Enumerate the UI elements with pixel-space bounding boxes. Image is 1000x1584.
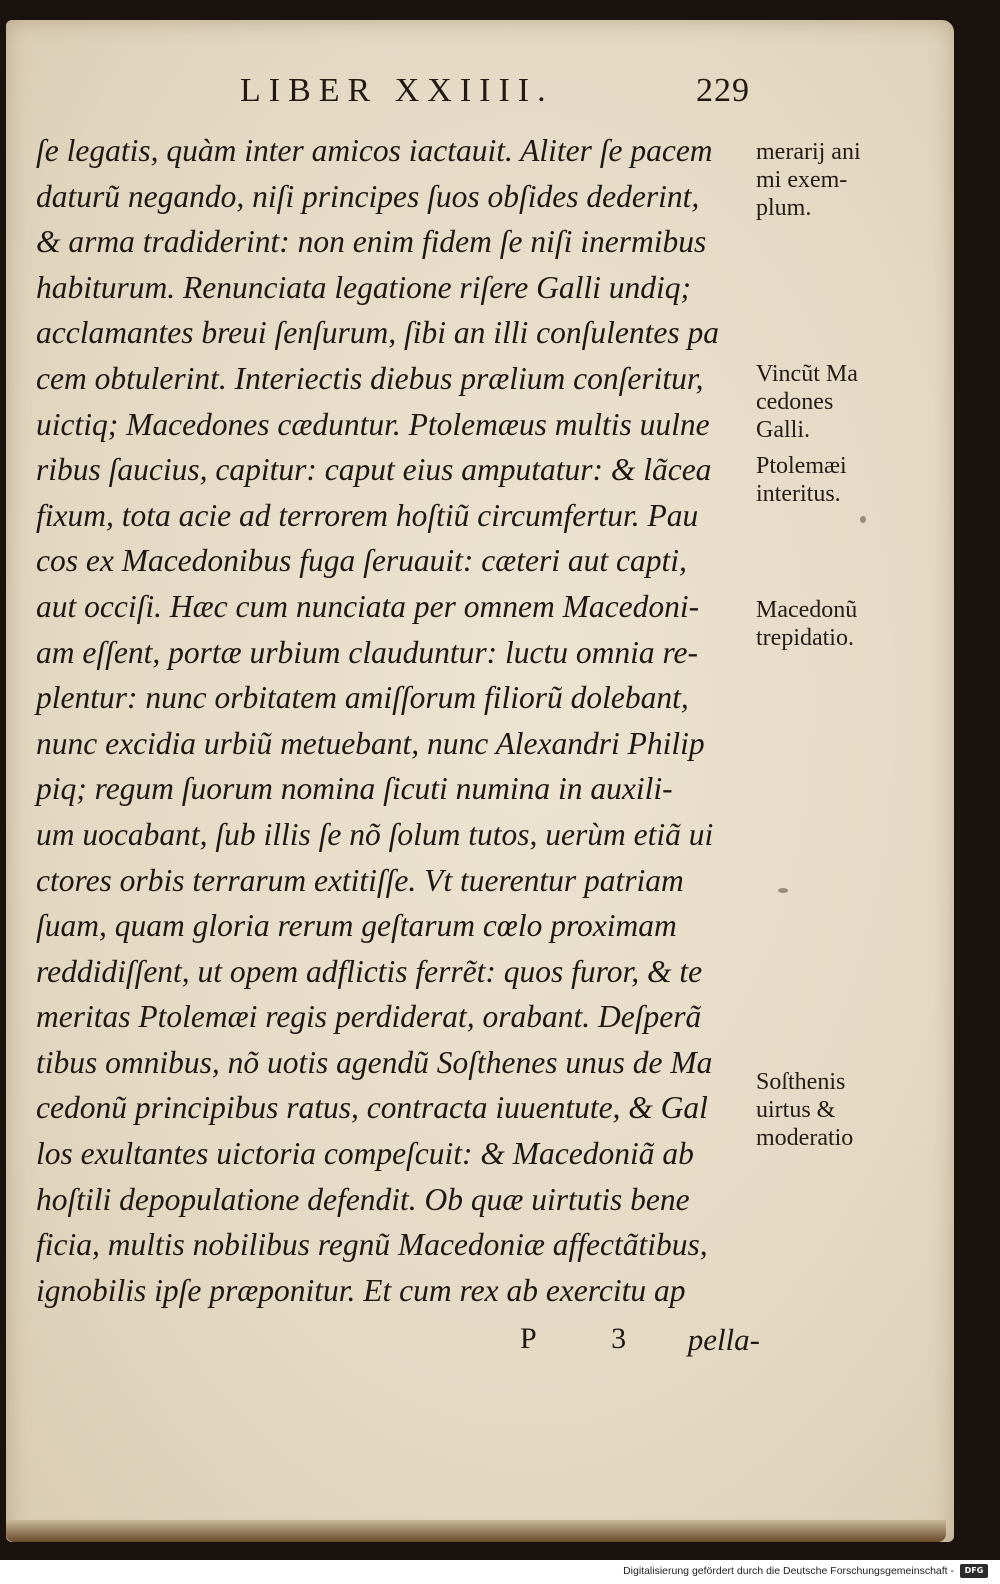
text-line: fixum, tota acie ad terrorem hoſtiũ circumfertur. Pau <box>36 497 699 533</box>
page-edge <box>6 1520 946 1542</box>
text-line: ribus ſaucius, capitur: caput eius amputatur: & lãcea <box>36 452 712 488</box>
main-text-block <box>36 128 758 1313</box>
text-line: ignobilis ipſe præponitur. Et cum rex ab exercitu ap <box>36 1272 686 1308</box>
text-line: daturũ negando, niſi principes ſuos obſides dederint, <box>36 178 700 214</box>
text-line: habiturum. Renunciata legatione riſere Galli undiq; <box>36 269 691 305</box>
margin-note-line: Macedonũ <box>756 597 858 623</box>
funding-credit: Digitalisierung gefördert durch die Deutsche Forschungsgemeinschaft - <box>623 1565 954 1577</box>
text-line: cem obtulerint. Interiectis diebus prælium conſeritur, <box>36 360 704 396</box>
dfg-logo: DFG <box>960 1564 988 1578</box>
margin-note-line: interitus. <box>756 481 841 507</box>
ink-speck <box>860 516 866 523</box>
text-line: hoſtili depopulatione defendit. Ob quæ uirtutis bene <box>36 1181 690 1217</box>
text-line: reddidiſſent, ut opem adflictis ferrẽt: quos furor, & te <box>36 953 703 989</box>
text-line: acclamantes breui ſenſurum, ſibi an illi conſulentes pa <box>36 315 719 351</box>
credit-bar <box>0 1560 1000 1584</box>
ink-speck <box>778 888 788 893</box>
margin-note <box>756 452 847 508</box>
text-line: aut occiſi. Hæc cum nunciata per omnem Macedoni- <box>36 588 700 624</box>
text-line: ctores orbis terrarum extitiſſe. Vt tuerentur patriam <box>36 862 684 898</box>
text-line: am eſſent, portæ urbium clauduntur: luctu omnia re- <box>36 634 699 670</box>
margin-note-line: moderatio <box>756 1125 854 1151</box>
margin-note-line: trepidatio. <box>756 625 854 651</box>
margin-note-line: cedones <box>756 389 834 415</box>
text-line: piq; regum ſuorum nomina ſicuti numina in auxili- <box>36 771 673 807</box>
margin-note <box>756 596 857 652</box>
text-line: ſuam, quam gloria rerum geſtarum cœlo proximam <box>36 908 677 944</box>
text-line: cos ex Macedonibus fuga ſeruauit: cæteri aut capti, <box>36 543 687 579</box>
catchword: pella- <box>687 1322 760 1357</box>
margin-note-line: mi exem- <box>756 167 848 193</box>
margin-note-line: merarij ani <box>756 139 861 165</box>
margin-note-line: Vincũt Ma <box>756 361 858 387</box>
margin-note-line: Soſthenis <box>756 1069 846 1095</box>
margin-note-line: Ptolemæi <box>756 453 847 479</box>
page-footer <box>520 1322 760 1362</box>
text-line: uictiq; Macedones cæduntur. Ptolemæus multis uulne <box>36 406 710 442</box>
text-line: um uocabant, ſub illis ſe nõ ſolum tutos, uerùm etiã ui <box>36 816 714 852</box>
text-line: plentur: nunc orbitatem amiſſorum filiorũ dolebant, <box>36 680 689 716</box>
text-line: tibus omnibus, nõ uotis agendũ Soſthenes unus de Ma <box>36 1044 713 1080</box>
text-line: nunc excidia urbiũ metuebant, nunc Alexandri Philip <box>36 725 705 761</box>
margin-note <box>756 1068 853 1152</box>
running-title: LIBER XXIIII. <box>240 72 554 109</box>
text-line: ficia, multis nobilibus regnũ Macedoniæ affectãtibus, <box>36 1227 708 1263</box>
margin-note-line: uirtus & <box>756 1097 836 1123</box>
text-line: meritas Ptolemæi regis perdiderat, orabant. Deſperã <box>36 999 702 1035</box>
page-header <box>240 72 750 116</box>
text-line: cedonũ principibus ratus, contracta iuuentute, & Gal <box>36 1090 708 1126</box>
margin-note <box>756 360 858 444</box>
text-line: & arma tradiderint: non enim fidem ſe niſi inermibus <box>36 224 707 260</box>
signature-mark: P 3 <box>520 1322 661 1355</box>
text-line: ſe legatis, quàm inter amicos iactauit. Aliter ſe pacem <box>36 133 713 168</box>
page-number: 229 <box>696 72 750 109</box>
margin-note-line: Galli. <box>756 417 810 443</box>
margin-note-line: plum. <box>756 195 812 221</box>
margin-note <box>756 138 861 222</box>
text-line: los exultantes uictoria compeſcuit: & Macedoniã ab <box>36 1136 694 1172</box>
